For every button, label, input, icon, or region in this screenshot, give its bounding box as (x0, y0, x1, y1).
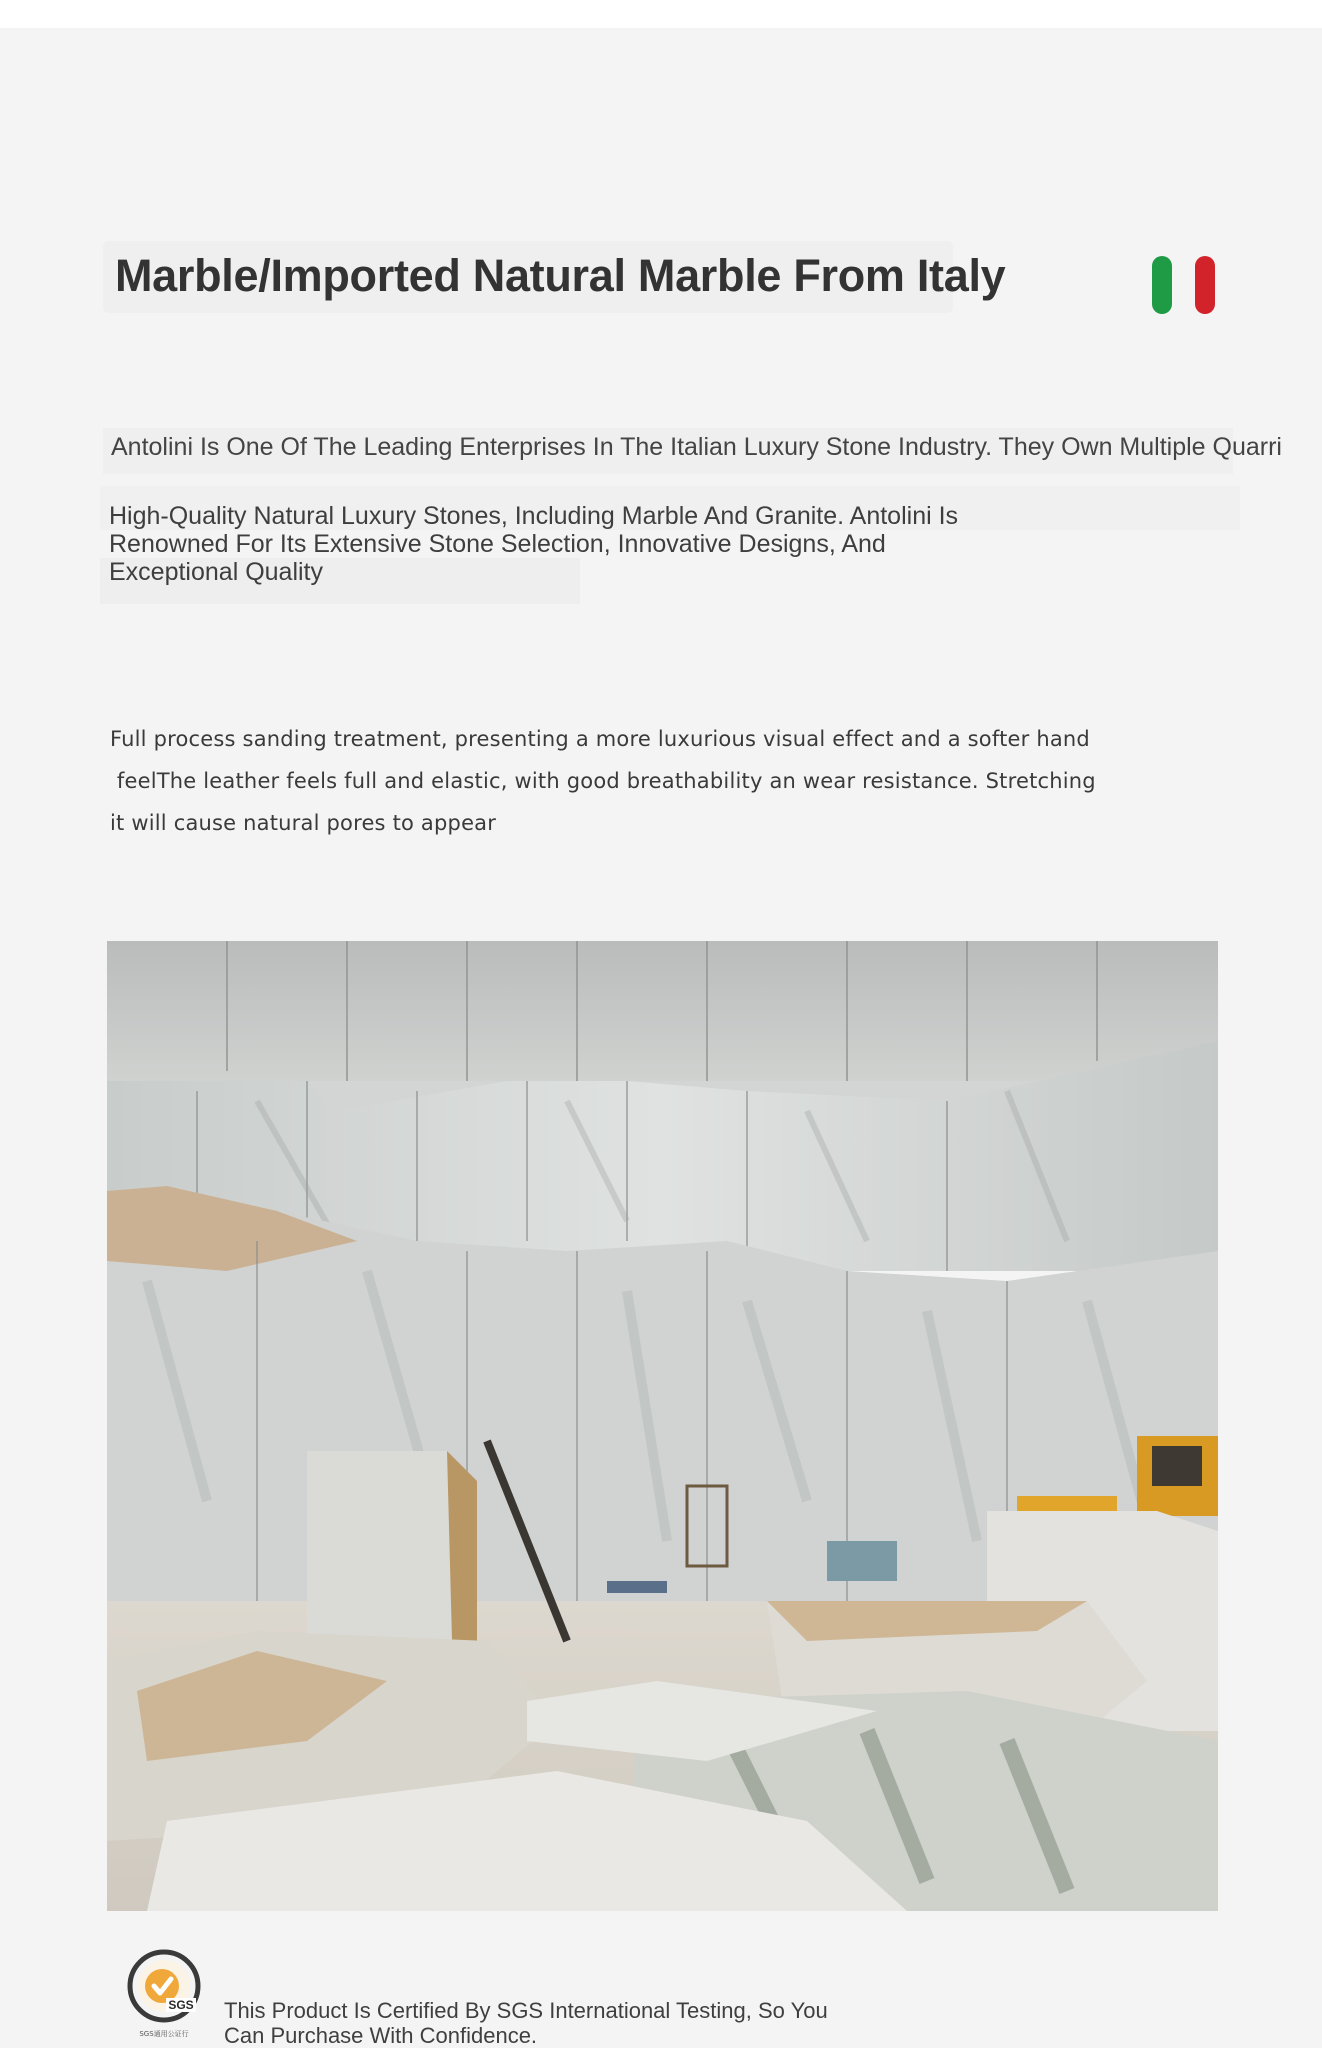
product-page (0, 28, 1322, 2048)
italy-flag-icon (1150, 256, 1218, 314)
process-line: Full process sanding treatment, presenting a more luxurious visual effect and a softer hand (110, 727, 1090, 751)
flag-green-stripe (1152, 256, 1172, 314)
certification-text: This Product Is Certified By SGS International Testing, So You Can Purchase With Confidence. (224, 1998, 828, 2048)
page-title: Marble/Imported Natural Marble From Italy (115, 250, 1006, 301)
flag-red-stripe (1195, 256, 1215, 314)
process-line: feelThe leather feels full and elastic, with good breathability an wear resistance. Stretching (110, 769, 1096, 793)
process-line: it will cause natural pores to appear (110, 811, 497, 835)
intro-paragraph: High-Quality Natural Luxury Stones, Including Marble And Granite. Antolini Is Renowned For Its Extensive Stone Selection, Innovative Designs, And Exceptional Quality (109, 502, 959, 586)
sgs-certification-badge-icon (126, 1948, 202, 2044)
intro-first-line: Antolini Is One Of The Leading Enterprises In The Italian Luxury Stone Industry. They Own Multiple Quarri (111, 433, 1282, 461)
marble-quarry-photo (107, 941, 1218, 1911)
badge-label: SGS (168, 1998, 194, 2012)
process-description (110, 718, 1120, 844)
badge-caption: SGS通用公证行 (139, 2030, 189, 2038)
